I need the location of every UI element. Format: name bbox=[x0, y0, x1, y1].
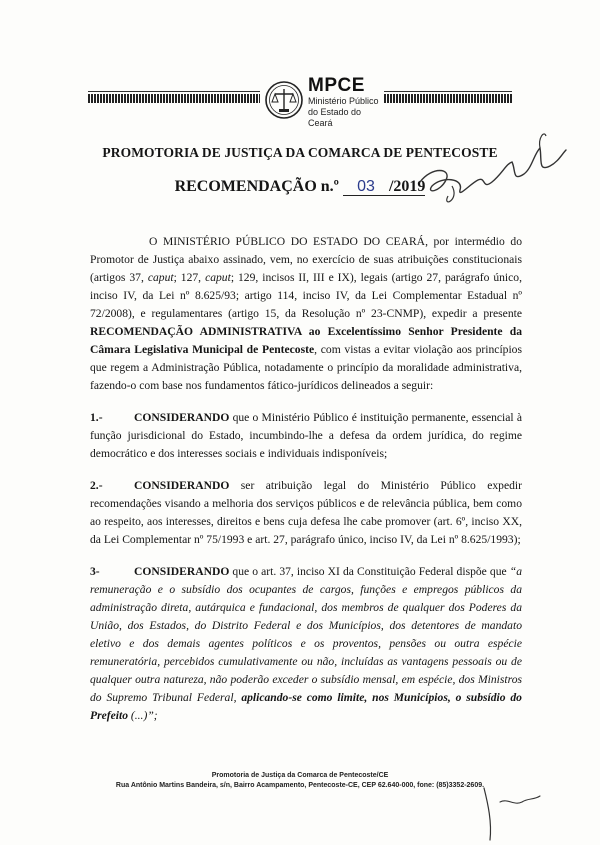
handwritten-signature bbox=[412, 124, 572, 214]
letterhead-stripe-right bbox=[384, 94, 512, 103]
recomendacao-year: /2019 bbox=[388, 178, 426, 195]
letterhead bbox=[0, 74, 600, 128]
considerando-item-2 bbox=[90, 477, 522, 549]
intro-text-3: ; 129, incisos II, III e IX), legais (artigo 27, parágrafo único, inciso IV, da Lei nº 8.625/93; artigo 114, inciso IV, da Lei Complementar Estadual nº 72/2008), e regulamentares (artigo 15, da Resolução nº 23-CNMP), expedir a presente bbox=[90, 271, 522, 320]
logo-text bbox=[308, 76, 388, 129]
item-keyword: CONSIDERANDO bbox=[134, 565, 230, 578]
item-label: 1.- bbox=[90, 411, 103, 424]
intro-text-2: ; 127, bbox=[173, 271, 206, 284]
considerando-item-3 bbox=[90, 563, 522, 725]
intro-text-4: , com vistas a evitar violação aos princípios que regem a Administração Pública, notadamente o princípio da moralidade administrativa, fazendo-o com base nos fundamentos fático-jurídicos delineados a seguir: bbox=[90, 343, 522, 392]
item-text: que o Ministério Público é instituição permanente, essencial à função jurisdicional do Estado, incumbindo-lhe a defesa da ordem jurídica, do regime democrático e dos interesses sociais e individuais indisponíveis; bbox=[90, 411, 522, 460]
mpce-seal-icon bbox=[264, 80, 304, 120]
constitution-quote-bold: aplicando-se como limite, nos Municípios, o subsídio do Prefeito bbox=[90, 691, 522, 722]
item-keyword: CONSIDERANDO bbox=[134, 479, 230, 492]
intro-lead: O MINISTÉRIO PÚBLICO DO ESTADO DO CEARÁ bbox=[149, 235, 426, 248]
footer-line-2: Rua Antônio Martins Bandeira, s/n, Bairro Acampamento, Pentecoste-CE, CEP 62.640-000, fone: (85)3352-2609. bbox=[115, 782, 485, 789]
intro-paragraph bbox=[90, 233, 522, 395]
item-text: que o art. 37, inciso XI da Constituição Federal dispõe que bbox=[229, 565, 510, 578]
rubric-mark bbox=[478, 784, 548, 844]
logo-subtitle-1: Ministério Público bbox=[308, 96, 379, 106]
intro-text-1: , por intermédio do Promotor de Justiça abaixo assinado, vem, no exercício de suas atribuições constitucionais (artigos 37, bbox=[90, 235, 522, 284]
item-label: 2.- bbox=[90, 479, 103, 492]
letterhead-stripe-left bbox=[88, 94, 260, 103]
item-keyword: CONSIDERANDO bbox=[134, 411, 230, 424]
constitution-quote-end: (...)”; bbox=[128, 709, 158, 722]
document-body bbox=[90, 233, 522, 725]
considerando-item-1 bbox=[90, 409, 522, 463]
recomendacao-number: 03 bbox=[343, 178, 389, 196]
intro-caput-2: caput bbox=[205, 271, 231, 284]
promotoria-heading: PROMOTORIA DE JUSTIÇA DA COMARCA DE PENTECOSTE bbox=[102, 145, 498, 160]
logo-title: MPCE bbox=[308, 75, 365, 96]
footer-line-1: Promotoria de Justiça da Comarca de Pentecoste/CE bbox=[211, 772, 389, 779]
item-text: ser atribuição legal do Ministério Público expedir recomendações visando a melhoria dos serviços públicos e de relevância pública, bem como ao respeito, aos interesses, direitos e bens cuja defesa lhe cabe promover (art. 6º, inciso XX, da Lei Complementar nº 75/1993 e art. 27, parágrafo único, inciso IV, da Lei nº 8.625/1993); bbox=[90, 479, 522, 546]
constitution-quote: “a remuneração e o subsídio dos ocupantes de cargos, funções e empregos públicos da administração direta, autárquica e fundacional, dos membros de qualquer dos Poderes da União, dos Estados, do Distrito Federal e dos Municípios, dos detentores de mandato eletivo e dos demais agentes políticos e os proventos, pensões ou outra espécie remuneratória, percebidos cumulativamente ou não, incluídas as vantagens pessoais ou de qualquer outra natureza, não poderão exceder o subsídio mensal, em espécie, dos Ministros do Supremo Tribunal Federal, bbox=[90, 565, 522, 704]
item-label: 3- bbox=[90, 565, 100, 578]
intro-caput-1: caput bbox=[147, 271, 174, 284]
intro-recomendacao: RECOMENDAÇÃO ADMINISTRATIVA ao Excelentíssimo Senhor Presidente da Câmara Legislativa Municipal de Pentecoste bbox=[90, 325, 522, 356]
recomendacao-prefix: RECOMENDAÇÃO n.º bbox=[174, 178, 339, 195]
logo-subtitle-2: do Estado do Ceará bbox=[308, 107, 362, 128]
